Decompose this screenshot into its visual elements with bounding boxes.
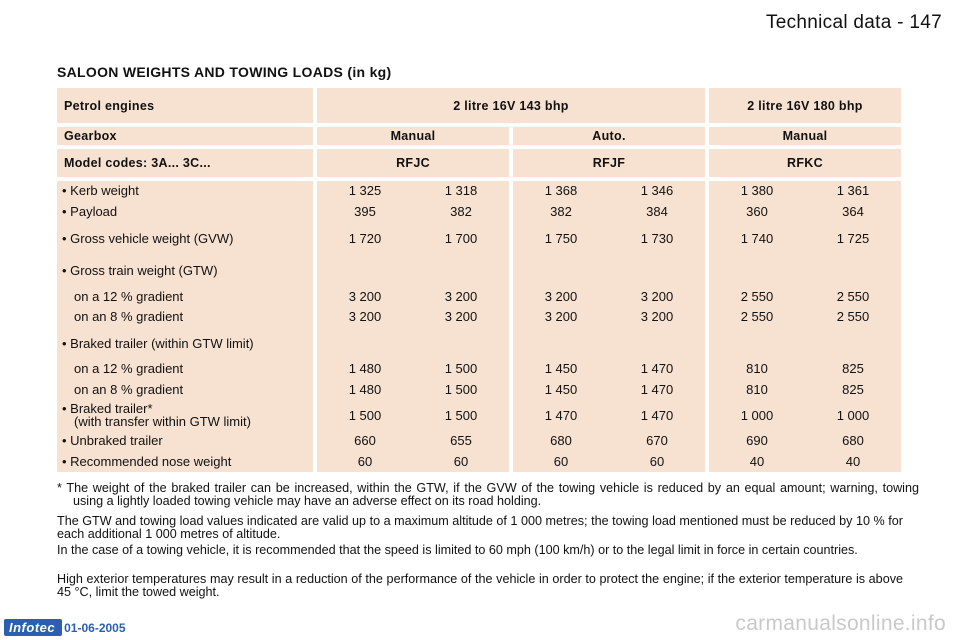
table-cell: 1 450 [544,361,578,376]
table-cell: 2 550 [836,289,870,304]
gearbox-row [57,127,903,145]
table-cell: 3 200 [444,309,478,324]
table-cell: 1 500 [348,408,382,423]
engine-row-label: Petrol engines [57,88,313,123]
table-cell: 1 500 [444,382,478,397]
table-cell: 1 740 [740,231,774,246]
footer-brand [4,619,126,636]
gearbox-label: Gearbox [57,127,313,145]
engine-row [57,88,903,123]
table-cell: 1 750 [544,231,578,246]
infotec-logo: Infotec [4,619,62,636]
table-cell: 360 [746,204,768,219]
table-cell: 3 200 [348,289,382,304]
altitude-note: The GTW and towing load values indicated are valid up to a maximum altitude of 1 000 metres; the towing load mentioned must be reduced by 10 % for each additional 1 000 metres of altitude. [57,514,903,542]
braked-trailer-footnote: * The weight of the braked trailer can be increased, within the GTW, if the GVW of the towing vehicle is reduced by an equal amount; warning, towing using a lightly loaded towing vehicle may have an adverse effect on its road holding. [57,481,919,509]
table-cell: 1 361 [836,183,870,198]
value-column-rfjf [513,181,705,472]
table-cell: 825 [842,382,864,397]
table-cell: 364 [842,204,864,219]
table-cell: 1 500 [444,361,478,376]
table-cell: 60 [649,454,665,469]
table-cell: 825 [842,361,864,376]
table-cell: 1 480 [348,361,382,376]
table-cell: 1 346 [640,183,674,198]
model-codes-row [57,149,903,177]
row-label: • Kerb weight [62,183,139,198]
table-cell: 2 550 [740,289,774,304]
footer-date: 01-06-2005 [64,620,126,635]
row-label: • Unbraked trailer [62,433,163,448]
row-label: on an 8 % gradient [74,309,184,324]
table-cell: 1 470 [640,382,674,397]
row-label: • Braked trailer (within GTW limit) [62,336,254,351]
table-cell: 1 725 [836,231,870,246]
table-cell: 1 380 [740,183,774,198]
row-label: • Payload [62,204,118,219]
table-cell: 382 [450,204,472,219]
table-cell: 1 730 [640,231,674,246]
row-label: on an 8 % gradient [74,382,184,397]
section-title: SALOON WEIGHTS AND TOWING LOADS (in kg) [57,64,392,80]
gearbox-value: Manual [317,127,509,145]
table-cell: 1 720 [348,231,382,246]
table-cell: 2 550 [740,309,774,324]
table-cell: 2 550 [836,309,870,324]
row-label: • Gross vehicle weight (GVW) [62,231,234,246]
row-label: • Recommended nose weight [62,454,232,469]
table-cell: 3 200 [444,289,478,304]
page-title: Technical data - 147 [765,12,942,33]
table-cell: 1 500 [444,408,478,423]
table-cell: 395 [354,204,376,219]
table-cell: 680 [842,433,864,448]
table-cell: 3 200 [544,289,578,304]
row-label: • Braked trailer* [62,401,153,416]
model-code-value: RFJC [317,149,509,177]
table-cell: 3 200 [640,289,674,304]
table-cell: 690 [746,433,768,448]
model-codes-label: Model codes: 3A... 3C... [57,149,313,177]
gearbox-value: Manual [709,127,901,145]
table-cell: 3 200 [348,309,382,324]
table-cell: 384 [646,204,668,219]
table-cell: 1 470 [640,361,674,376]
table-cell: 660 [354,433,376,448]
gearbox-value: Auto. [513,127,705,145]
table-cell: 810 [746,382,768,397]
table-cell: 40 [845,454,861,469]
table-cell: 1 000 [740,408,774,423]
model-code-value: RFJF [513,149,705,177]
value-column-rfjc [317,181,509,472]
weights-table-body [57,181,903,472]
speed-limit-note: In the case of a towing vehicle, it is recommended that the speed is limited to 60 mph (100 km/h) or to the legal limit in force in certain countries. [57,543,858,557]
row-label: • Gross train weight (GTW) [62,263,218,278]
table-cell: 1 700 [444,231,478,246]
model-code-value: RFKC [709,149,901,177]
table-cell: 810 [746,361,768,376]
table-cell: 1 470 [640,408,674,423]
table-cell: 1 000 [836,408,870,423]
value-column-rfkc [709,181,901,472]
table-cell: 3 200 [544,309,578,324]
table-cell: 670 [646,433,668,448]
temperature-note: High exterior temperatures may result in a reduction of the performance of the vehicle in order to protect the engine; if the exterior temperature is above 45 °C, limit the towed weight. [57,572,903,600]
row-label: on a 12 % gradient [74,289,184,304]
table-cell: 1 318 [444,183,478,198]
table-cell: 60 [357,454,373,469]
table-cell: 1 368 [544,183,578,198]
row-label: on a 12 % gradient [74,361,184,376]
table-cell: 655 [450,433,472,448]
table-cell: 1 325 [348,183,382,198]
table-cell: 1 470 [544,408,578,423]
table-cell: 3 200 [640,309,674,324]
engine-1-header: 2 litre 16V 143 bhp [317,88,705,123]
watermark: carmanualsonline.info [735,612,946,635]
table-cell: 680 [550,433,572,448]
table-cell: 60 [453,454,469,469]
table-cell: 40 [749,454,765,469]
row-label-continued: (with transfer within GTW limit) [74,414,251,429]
table-cell: 1 480 [348,382,382,397]
table-cell: 382 [550,204,572,219]
engine-2-header: 2 litre 16V 180 bhp [709,88,901,123]
table-cell: 1 450 [544,382,578,397]
table-cell: 60 [553,454,569,469]
label-column [57,181,313,472]
